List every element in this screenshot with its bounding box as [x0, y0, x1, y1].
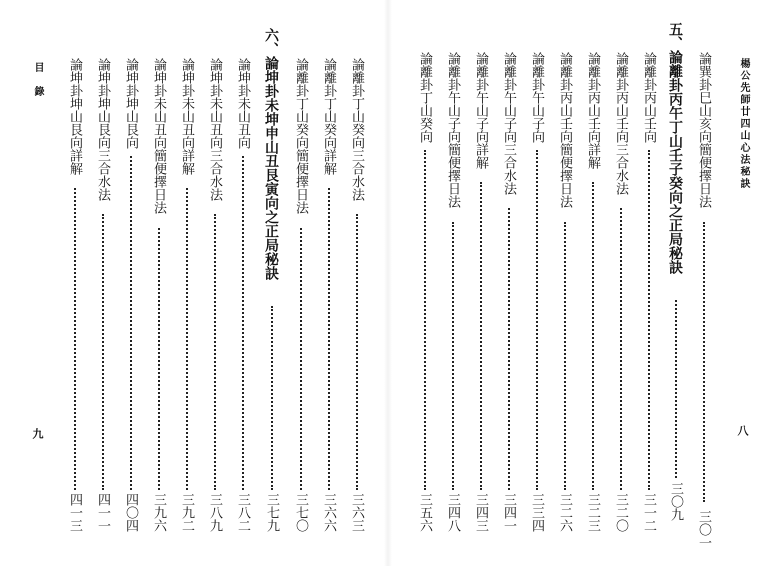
leader-dots — [102, 214, 104, 490]
toc-entry-title: 論離卦丁山癸向詳解 — [321, 58, 336, 175]
leader-dots — [592, 182, 594, 490]
toc-entry-title: 論離卦丁山癸向簡便擇日法 — [293, 58, 308, 214]
toc-entry-page: 三〇一 — [696, 510, 711, 549]
toc-entry-page: 三〇九 — [668, 482, 683, 521]
toc-entry-title: 論離卦丙山壬向三合水法 — [613, 52, 628, 195]
toc-entry-page: 三二三 — [585, 493, 600, 532]
leader-dots — [480, 182, 482, 490]
toc-entry-title: 論離卦丙山壬向簡便擇日法 — [557, 52, 572, 208]
toc-entry-page: 三八二 — [235, 493, 250, 532]
toc-entry-page: 三六三 — [349, 493, 364, 532]
toc-entry-title: 論離卦丙山壬向 — [641, 52, 656, 143]
page-number-folio: 九 — [31, 428, 44, 439]
toc-entry-page: 三六六 — [321, 493, 336, 532]
toc-entry-page: 三七〇 — [293, 493, 308, 532]
toc-entry-page: 三四三 — [473, 493, 488, 532]
toc-entry-title: 論坤卦未山丑向三合水法 — [207, 58, 222, 201]
leader-dots — [536, 150, 538, 490]
toc-entry-page: 三二〇 — [613, 493, 628, 532]
leader-dots — [242, 156, 244, 490]
toc-entry-title: 論坤卦未山丑向簡便擇日法 — [151, 58, 166, 214]
leader-dots — [158, 228, 160, 490]
toc-entry-page: 三七九 — [264, 493, 279, 532]
leader-dots — [508, 208, 510, 490]
toc-entry-page: 三八九 — [207, 493, 222, 532]
toc-entry-title: 論離卦丁山癸向 — [417, 52, 432, 143]
contents-header: 目錄 — [32, 62, 43, 110]
toc-entry-title: 論離卦午山子向簡便擇日法 — [445, 52, 460, 208]
toc-entry-title: 論坤卦坤山艮向三合水法 — [95, 58, 110, 201]
toc-entry-title: 論離卦午山子向三合水法 — [501, 52, 516, 195]
toc-entry-page: 三五六 — [417, 493, 432, 532]
leader-dots — [74, 188, 76, 490]
toc-entry-title: 論離卦午山子向詳解 — [473, 52, 488, 169]
toc-entry-page: 三九二 — [179, 493, 194, 532]
leader-dots — [620, 208, 622, 490]
leader-dots — [356, 214, 358, 490]
right-page — [392, 0, 770, 566]
leader-dots — [564, 222, 566, 490]
toc-entry-title: 論離卦午山子向 — [529, 52, 544, 143]
toc-entry-page: 三一二 — [641, 493, 656, 532]
section-heading: 六、論坤卦未坤申山丑艮寅向之正局秘訣 — [263, 28, 279, 280]
toc-entry-page: 三三四 — [529, 493, 544, 532]
toc-entry-page: 四一一 — [95, 493, 110, 532]
section-heading: 五、論離卦丙午丁山壬子癸向之正局秘訣 — [667, 22, 683, 274]
toc-entry-title: 論離卦丁山癸向三合水法 — [349, 58, 364, 201]
leader-dots — [452, 222, 454, 490]
toc-entry-title: 論坤卦未山丑向詳解 — [179, 58, 194, 175]
toc-entry-page: 三九六 — [151, 493, 166, 532]
page-number-folio: 八 — [736, 425, 749, 436]
book-title-header: 楊公先師廿四山心法秘訣 — [738, 58, 749, 190]
leader-dots — [424, 150, 426, 490]
toc-entry-title: 論坤卦坤山艮向詳解 — [67, 58, 82, 175]
leader-dots — [130, 156, 132, 490]
leader-dots — [271, 306, 273, 490]
toc-entry-title: 論巽卦巳山亥向簡便擇日法 — [696, 52, 711, 208]
leader-dots — [328, 188, 330, 490]
left-page — [0, 0, 384, 566]
toc-entry-page: 三二六 — [557, 493, 572, 532]
toc-entry-title: 論坤卦未山丑向 — [235, 58, 250, 149]
toc-entry-page: 三四一 — [501, 493, 516, 532]
toc-entry-title: 論坤卦坤山艮向 — [123, 58, 138, 149]
leader-dots — [703, 222, 705, 502]
leader-dots — [648, 150, 650, 490]
leader-dots — [214, 214, 216, 490]
book-gutter — [384, 0, 392, 566]
leader-dots — [675, 300, 677, 478]
toc-entry-page: 三四八 — [445, 493, 460, 532]
toc-entry-page: 四一三 — [67, 493, 82, 532]
toc-entry-title: 論離卦丙山壬向詳解 — [585, 52, 600, 169]
leader-dots — [186, 188, 188, 490]
leader-dots — [300, 228, 302, 490]
toc-entry-page: 四〇四 — [123, 493, 138, 532]
